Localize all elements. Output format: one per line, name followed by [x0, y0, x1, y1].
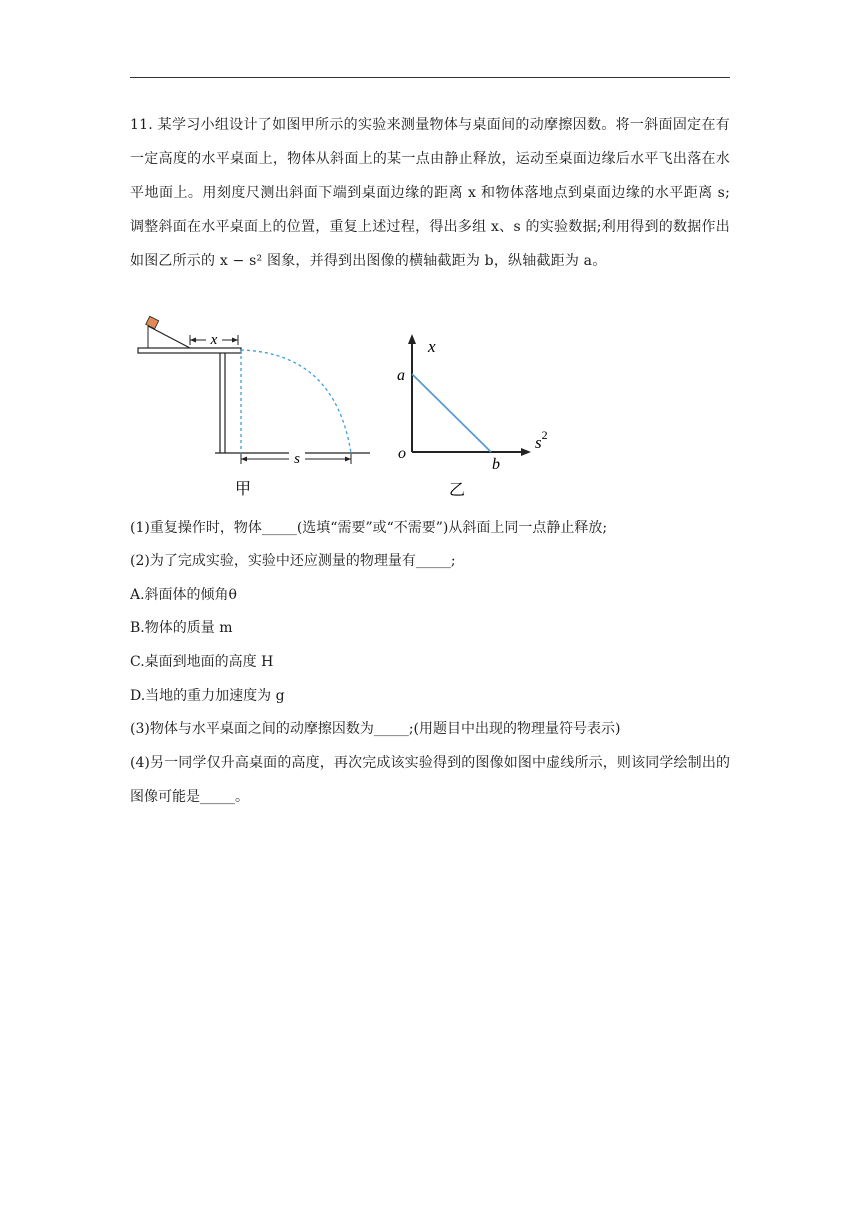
caption-jia: 甲 [234, 479, 252, 498]
x-axis-label: $s^2$ [535, 428, 548, 452]
question-1: (1)重复操作时，物体_____(选填“需要”或“不需要”)从斜面上同一点静止释放; [130, 520, 608, 536]
option-c: C.桌面到地面的高度 H [130, 654, 274, 670]
problem-statement: 11. 某学习小组设计了如图甲所示的实验来测量物体与桌面间的动摩擦因数。将一斜面固定在有一定高度的水平桌面上，物体从斜面上的某一点由静止释放，运动至桌面边缘后水平飞出落在水平地面上。用刻度尺测出斜面下端到桌面边缘的距离 x 和物体落地点到桌面边缘的水平距离 s;调整斜面在水平桌面上的位置，重复上述过程，得出多组 x、s 的实验数据;利用得到的数据作出如图乙所示的 x − s² 图象，并得到出图像的横轴截距为 b，纵轴截距为 a。 [130, 117, 730, 269]
figure-jia [138, 316, 370, 498]
figure-svg [130, 308, 570, 503]
option-a: A.斜面体的倾角θ [130, 587, 237, 603]
s-arrow-left [241, 457, 247, 462]
x-arrow-right [232, 338, 238, 343]
figure-yi [397, 334, 548, 499]
option-b: B.物体的质量 m [130, 620, 233, 636]
header-rule [130, 77, 730, 78]
question-3: (3)物体与水平桌面之间的动摩擦因数为_____;(用题目中出现的物理量符号表示) [130, 721, 621, 737]
s-arrow-right [345, 457, 351, 462]
s-label: s [294, 451, 300, 467]
x-label: x [210, 332, 218, 348]
label-o: o [398, 445, 406, 462]
caption-yi: 乙 [448, 480, 466, 499]
x-axis-arrow [521, 448, 531, 456]
experiment-figure [130, 308, 570, 503]
question-2: (2)为了完成实验，实验中还应测量的物理量有_____; [130, 553, 456, 569]
option-d: D.当地的重力加速度为 g [130, 688, 285, 704]
graph-line [412, 374, 491, 452]
incline-surface [148, 326, 190, 348]
x-arrow-left [190, 338, 196, 343]
question-4: (4)另一同学仅升高桌面的高度，再次完成该实验得到的图像如图中虚线所示，则该同学绘制出的图像可能是_____。 [130, 755, 730, 805]
label-a: a [397, 367, 405, 384]
trajectory [241, 350, 351, 453]
table-top [138, 348, 241, 353]
label-b: b [492, 456, 500, 473]
y-axis-arrow [408, 334, 416, 344]
y-axis-label: x [428, 337, 436, 356]
